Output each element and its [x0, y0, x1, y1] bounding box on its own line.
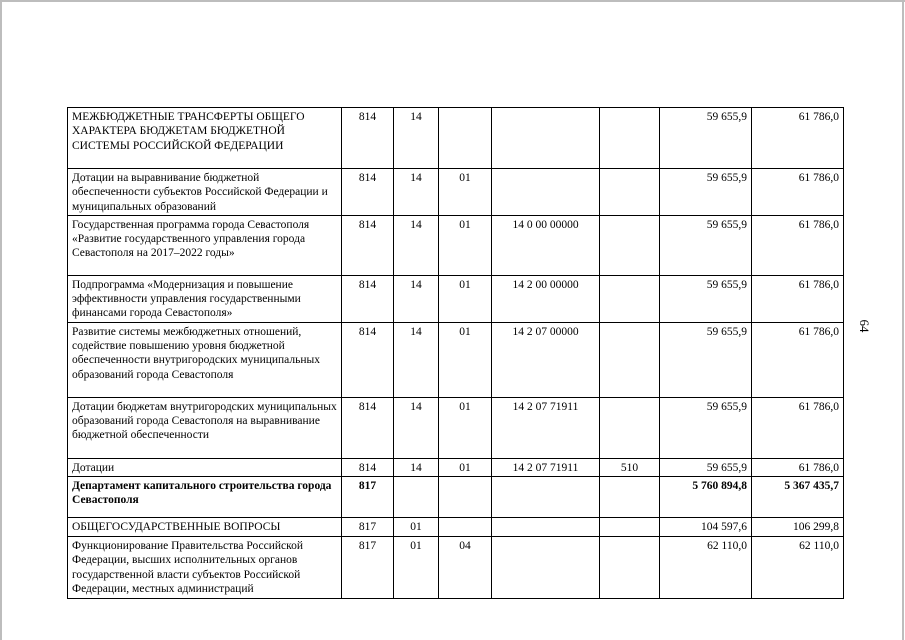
cell-sum-year2: 61 786,0: [752, 215, 844, 275]
cell-expense-type: [600, 322, 660, 397]
cell-expense-type: [600, 215, 660, 275]
cell-target-article: [492, 108, 600, 169]
cell-sum-year2: 61 786,0: [752, 275, 844, 322]
cell-subsection: [439, 477, 492, 518]
cell-section: 01: [394, 518, 439, 537]
cell-expense-type: [600, 169, 660, 216]
cell-sum-year2: 62 110,0: [752, 537, 844, 599]
scan-edge-left: [0, 0, 2, 640]
cell-target-article: [492, 477, 600, 518]
cell-grbs: 814: [342, 458, 394, 476]
cell-section: 14: [394, 275, 439, 322]
cell-expense-type: [600, 537, 660, 599]
cell-name: Подпрограмма «Модернизация и повышение эффективности управления государственными финансами города Севастополя»: [68, 275, 342, 322]
cell-name: Функционирование Правительства Российской Федерации, высших исполнительных органов государственной власти субъектов Российской Федерации, местных администраций: [68, 537, 342, 599]
cell-expense-type: [600, 275, 660, 322]
table-row: [68, 518, 844, 537]
cell-target-article: [492, 169, 600, 216]
cell-subsection: [439, 108, 492, 169]
cell-expense-type: [600, 477, 660, 518]
table-row: [68, 275, 844, 322]
table-row: [68, 458, 844, 476]
cell-sum-year1: 59 655,9: [660, 275, 752, 322]
cell-name: МЕЖБЮДЖЕТНЫЕ ТРАНСФЕРТЫ ОБЩЕГО ХАРАКТЕРА БЮДЖЕТАМ БЮДЖЕТНОЙ СИСТЕМЫ РОССИЙСКОЙ ФЕДЕРАЦИИ: [68, 108, 342, 169]
cell-name: Государственная программа города Севастополя «Развитие государственного управления города Севастополя на 2017–2022 годы»: [68, 215, 342, 275]
scan-edge-top: [0, 0, 905, 2]
cell-grbs: 814: [342, 322, 394, 397]
cell-sum-year2: 106 299,8: [752, 518, 844, 537]
table-row: [68, 169, 844, 216]
cell-target-article: 14 0 00 00000: [492, 215, 600, 275]
cell-expense-type: 510: [600, 458, 660, 476]
cell-sum-year2: 61 786,0: [752, 458, 844, 476]
scan-edge-right: [902, 0, 904, 640]
cell-subsection: 01: [439, 275, 492, 322]
page-number: 64: [857, 319, 872, 333]
cell-grbs: 814: [342, 215, 394, 275]
cell-expense-type: [600, 397, 660, 458]
cell-target-article: 14 2 07 71911: [492, 397, 600, 458]
cell-sum-year2: 61 786,0: [752, 322, 844, 397]
cell-subsection: 01: [439, 322, 492, 397]
cell-name: Дотации: [68, 458, 342, 476]
cell-name: Развитие системы межбюджетных отношений, содействие повышению уровня бюджетной обеспеченности внутригородских муниципальных образований города Севастополя: [68, 322, 342, 397]
cell-name: Дотации на выравнивание бюджетной обеспеченности субъектов Российской Федерации и муниципальных образований: [68, 169, 342, 216]
cell-sum-year1: 59 655,9: [660, 215, 752, 275]
cell-target-article: [492, 537, 600, 599]
cell-sum-year1: 59 655,9: [660, 169, 752, 216]
cell-subsection: 04: [439, 537, 492, 599]
cell-sum-year1: 104 597,6: [660, 518, 752, 537]
cell-sum-year1: 5 760 894,8: [660, 477, 752, 518]
cell-section: 14: [394, 397, 439, 458]
cell-sum-year1: 62 110,0: [660, 537, 752, 599]
table-row: [68, 537, 844, 599]
cell-section: 14: [394, 108, 439, 169]
cell-target-article: [492, 518, 600, 537]
cell-target-article: 14 2 00 00000: [492, 275, 600, 322]
cell-target-article: 14 2 07 00000: [492, 322, 600, 397]
cell-subsection: 01: [439, 397, 492, 458]
cell-subsection: [439, 518, 492, 537]
cell-expense-type: [600, 108, 660, 169]
cell-subsection: 01: [439, 458, 492, 476]
cell-grbs: 814: [342, 169, 394, 216]
cell-grbs: 814: [342, 108, 394, 169]
cell-name: Департамент капитального строительства города Севастополя: [68, 477, 342, 518]
cell-target-article: 14 2 07 71911: [492, 458, 600, 476]
cell-section: 14: [394, 458, 439, 476]
cell-sum-year2: 5 367 435,7: [752, 477, 844, 518]
cell-sum-year1: 59 655,9: [660, 322, 752, 397]
table-body: [68, 108, 844, 599]
cell-name: ОБЩЕГОСУДАРСТВЕННЫЕ ВОПРОСЫ: [68, 518, 342, 537]
budget-table: [67, 107, 844, 599]
cell-section: 01: [394, 537, 439, 599]
cell-section: 14: [394, 215, 439, 275]
table-row: [68, 108, 844, 169]
cell-sum-year2: 61 786,0: [752, 397, 844, 458]
cell-grbs: 817: [342, 477, 394, 518]
cell-section: 14: [394, 169, 439, 216]
table-row: [68, 477, 844, 518]
cell-grbs: 817: [342, 537, 394, 599]
cell-sum-year1: 59 655,9: [660, 108, 752, 169]
cell-sum-year1: 59 655,9: [660, 458, 752, 476]
table-row: [68, 322, 844, 397]
cell-grbs: 817: [342, 518, 394, 537]
cell-section: [394, 477, 439, 518]
cell-grbs: 814: [342, 397, 394, 458]
cell-expense-type: [600, 518, 660, 537]
cell-name: Дотации бюджетам внутригородских муниципальных образований города Севастополя на выравнивание бюджетной обеспеченности: [68, 397, 342, 458]
table-row: [68, 397, 844, 458]
cell-sum-year1: 59 655,9: [660, 397, 752, 458]
cell-section: 14: [394, 322, 439, 397]
cell-sum-year2: 61 786,0: [752, 108, 844, 169]
cell-grbs: 814: [342, 275, 394, 322]
cell-subsection: 01: [439, 169, 492, 216]
table-row: [68, 215, 844, 275]
cell-sum-year2: 61 786,0: [752, 169, 844, 216]
cell-subsection: 01: [439, 215, 492, 275]
